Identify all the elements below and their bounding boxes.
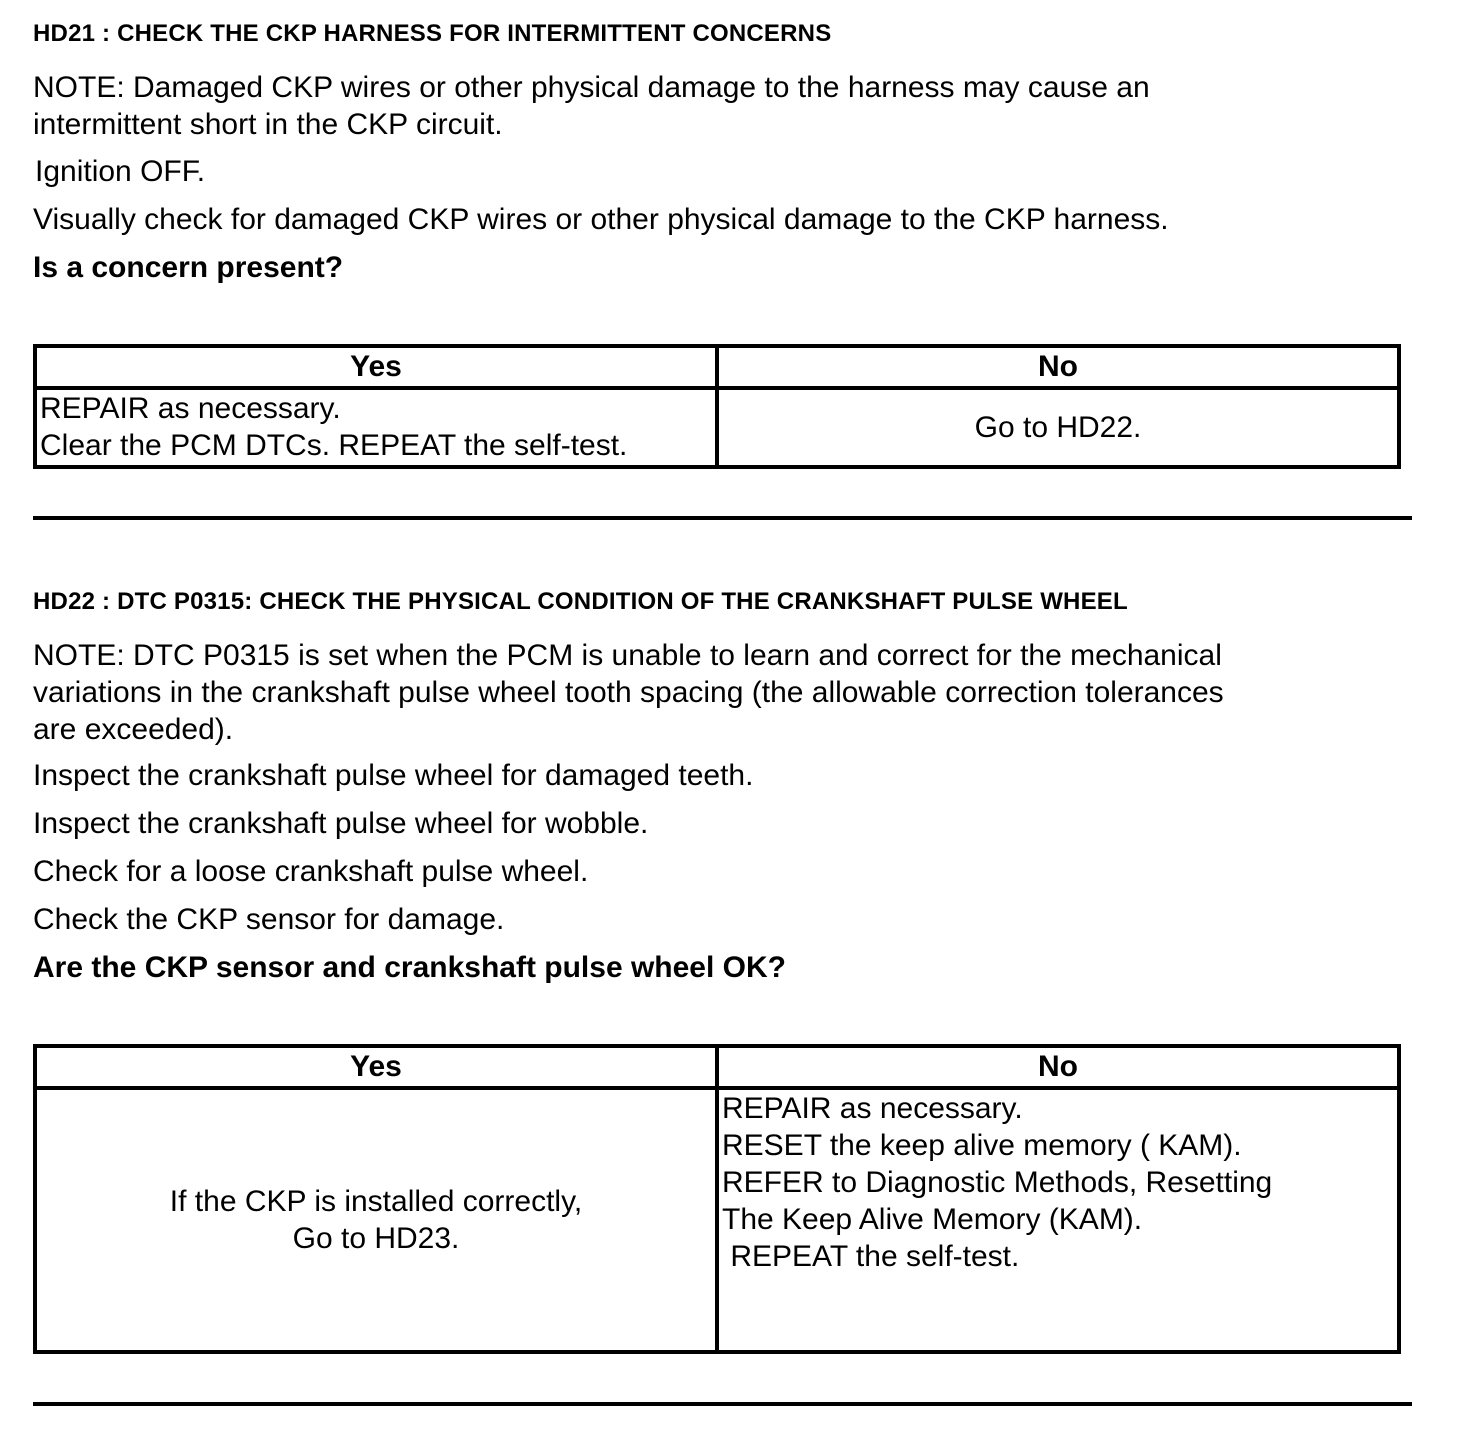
hd22-question-text: Are the CKP sensor and crankshaft pulse wheel OK?: [33, 951, 786, 984]
hd21-note-line-2: intermittent short in the CKP circuit.: [33, 108, 503, 141]
hd22-heading: HD22 : DTC P0315: CHECK THE PHYSICAL CONDITION OF THE CRANKSHAFT PULSE WHEEL: [33, 588, 1128, 615]
hd22-note-line-1: NOTE: DTC P0315 is set when the PCM is unable to learn and correct for the mechanical: [33, 639, 1222, 672]
hd22-note-line-2: variations in the crankshaft pulse wheel tooth spacing (the allowable correction tolerances: [33, 676, 1224, 709]
hd22-step-3-text: Check for a loose crankshaft pulse wheel.: [33, 855, 589, 888]
table-row: [35, 388, 1399, 467]
no-line-3: REFER to Diagnostic Methods, Resetting: [722, 1166, 1273, 1199]
hd22-step-2-text: Inspect the crankshaft pulse wheel for wobble.: [33, 807, 649, 840]
hd22-step-4: [33, 901, 1413, 938]
hd22-step-4-text: Check the CKP sensor for damage.: [33, 903, 505, 936]
hd21-question: [33, 249, 1413, 286]
hd22-step-1: [33, 757, 1413, 794]
section-divider-1: [33, 516, 1412, 520]
hd22-step-3: [33, 853, 1413, 890]
hd21-decision-table: [33, 344, 1401, 469]
yes-header: Yes: [35, 1046, 717, 1088]
hd21-step-2: [33, 201, 1413, 238]
no-cell: Go to HD22.: [717, 388, 1399, 467]
hd22-note: [33, 637, 1413, 748]
no-header: No: [717, 346, 1399, 388]
hd22-note-line-3: are exceeded).: [33, 713, 234, 746]
no-line-1: REPAIR as necessary.: [722, 1092, 1023, 1125]
yes-line-2: Go to HD23.: [292, 1222, 460, 1255]
hd22-section: [33, 588, 1413, 616]
hd22-note-text: [33, 637, 1413, 748]
no-header: No: [717, 1046, 1399, 1088]
hd22-step-2: [33, 805, 1413, 842]
no-line-4: The Keep Alive Memory (KAM).: [722, 1203, 1143, 1236]
yes-cell: [35, 1088, 717, 1352]
hd21-note-line-1: NOTE: Damaged CKP wires or other physical damage to the harness may cause an: [33, 71, 1150, 104]
hd21-heading: HD21 : CHECK THE CKP HARNESS FOR INTERMITTENT CONCERNS: [33, 20, 832, 47]
table-header-row: [35, 346, 1399, 388]
table-header-row: [35, 1046, 1399, 1088]
hd21-step-1: [35, 153, 1415, 190]
hd22-question: [33, 949, 1413, 986]
yes-line-1: REPAIR as necessary.: [40, 392, 341, 425]
hd22-step-1-text: Inspect the crankshaft pulse wheel for damaged teeth.: [33, 759, 754, 792]
yes-header: Yes: [35, 346, 717, 388]
hd21-step-2-text: Visually check for damaged CKP wires or other physical damage to the CKP harness.: [33, 203, 1169, 236]
no-line-2: RESET the keep alive memory ( KAM).: [722, 1129, 1242, 1162]
table-row: [35, 1088, 1399, 1352]
hd21-note: [33, 69, 1413, 143]
hd22-decision-table: [33, 1044, 1401, 1354]
hd21-question-text: Is a concern present?: [33, 251, 344, 284]
section-divider-2: [33, 1402, 1412, 1406]
yes-line-1: If the CKP is installed correctly,: [169, 1185, 583, 1218]
yes-line-2: Clear the PCM DTCs. REPEAT the self-test.: [40, 429, 628, 462]
no-line-5: REPEAT the self-test.: [722, 1240, 1020, 1273]
hd21-section: [33, 20, 1413, 48]
hd21-step-1-text: Ignition OFF.: [35, 155, 206, 188]
no-cell: [717, 1088, 1399, 1352]
hd21-note-text: [33, 69, 1413, 143]
yes-cell: [35, 388, 717, 467]
